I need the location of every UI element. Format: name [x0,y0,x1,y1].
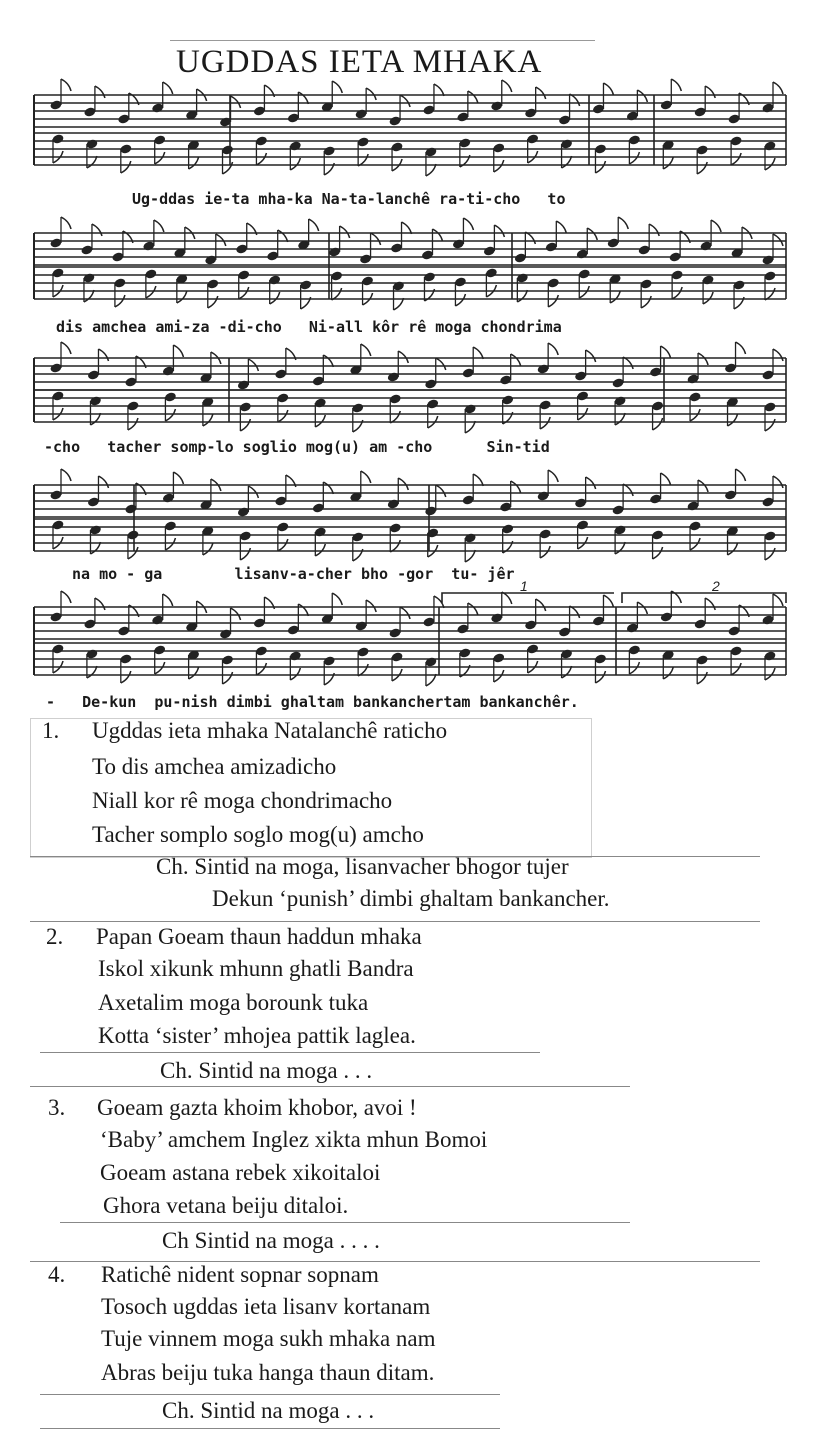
note-flag [623,357,633,369]
note-flag [436,358,446,370]
note-flag [562,666,572,678]
verse-line: Ratichê nident sopnar sopnam [101,1262,379,1287]
note-flag [595,671,605,683]
note-flag [637,90,647,102]
note-flag [570,94,580,106]
note-flag [208,296,218,308]
note-flag [615,413,625,425]
verse-line: Kotta ‘sister’ mhojea pattik laglea. [98,1023,416,1048]
lyric-line-1: Ug-ddas ie-ta mha-ka Na-ta-lanchê ra-ti-cho to [132,190,566,208]
note-flag [61,79,71,91]
note-flag [400,607,410,619]
verse-line: Iskol xikunk mhunn ghatli Bandra [98,956,414,981]
note-flag [163,82,173,94]
divider [60,1222,630,1223]
note-flag [773,234,783,246]
note-flag [358,664,368,676]
volta-bracket-1 [442,593,614,603]
note-flag [128,547,138,559]
note-flag [390,540,400,552]
lyric-line-5: - De-kun pu-nish dimbi ghaltam bankanchertam bankanchêr. [46,693,579,711]
song-title: UGDDAS IETA MHAKA [176,44,543,80]
verse-line: Abras beiju tuka hanga thaun ditam. [101,1360,435,1385]
note-flag [765,158,775,170]
note-flag [511,481,521,493]
note-flag [231,608,241,620]
note-flag [705,86,715,98]
note-flag [465,550,475,562]
note-flag [671,79,681,91]
note-flag [653,418,663,430]
note-flag [436,485,446,497]
note-flag [579,286,589,298]
note-flag [256,153,266,165]
note-flag [361,344,371,356]
volta-bracket-2 [622,593,786,603]
verse-line: Ghora vetana beiju ditaloi. [103,1193,349,1218]
note-flag [765,419,775,431]
note-flag [473,474,483,486]
note-flag [223,162,233,174]
note-flag [765,548,775,560]
note-flag [278,539,288,551]
note-flag [146,286,156,298]
note-flag [154,220,164,232]
verse-line: Ugddas ieta mhaka Natalanchê raticho [92,718,448,743]
note-flag [61,591,71,603]
note-flag [121,671,131,683]
note-flag [61,217,71,229]
note-flag [661,346,671,358]
note-flag [586,477,596,489]
verse-line: To dis amchea amizadicho [92,754,337,779]
score-system-1 [34,85,794,215]
staff-system-4 [34,475,794,570]
note-flag [511,354,521,366]
note-flag [270,292,280,304]
note-flag [468,603,478,615]
note-flag [663,157,673,169]
note-flag [90,413,100,425]
note-flag [494,225,504,237]
note-flag [548,295,558,307]
note-flag [434,84,444,96]
note-flag [773,476,783,488]
note-flag [398,478,408,490]
note-flag [298,92,308,104]
note-flag [189,667,199,679]
divider [40,1428,500,1429]
note-flag [340,226,350,238]
note-flag [332,288,342,300]
verse-line: Tacher somplo soglo mog(u) amcho [92,822,424,847]
note-flag [278,410,288,422]
note-flag [290,668,300,680]
title-rule [170,40,595,41]
note-flag [736,469,746,481]
note-flag [536,599,546,611]
note-flag [468,91,478,103]
note-flag [697,162,707,174]
divider [30,921,760,922]
note-flag [570,606,580,618]
note-flag [90,542,100,554]
note-flag [698,480,708,492]
score-system-2 [34,225,794,345]
note-flag [661,473,671,485]
note-flag [615,542,625,554]
verse-line: Goeam gazta khoim khobor, avoi ! [97,1095,417,1120]
note-flag [361,471,371,483]
note-flag [540,417,550,429]
note-flag [465,421,475,433]
note-flag [494,160,504,172]
staff-system-1 [34,85,794,195]
note-flag [649,224,659,236]
note-flag [603,83,613,95]
note-flag [309,219,319,231]
verse-line: Tosoch ugddas ieta lisanv kortanam [101,1294,431,1319]
note-flag [595,161,605,173]
note-flag [92,224,102,236]
note-flag [637,602,647,614]
note-flag [155,152,165,164]
note-flag [690,409,700,421]
verse-line: Papan Goeam thaun haddun mhaka [96,924,422,949]
note-flag [115,295,125,307]
note-flag [173,472,183,484]
staff-system-5 [34,578,794,690]
note-flag [587,228,597,240]
note-flag [165,538,175,550]
note-flag [332,81,342,93]
note-flag [121,161,131,173]
note-flag [502,80,512,92]
note-flag [256,663,266,675]
note-flag [562,156,572,168]
chorus-line: Ch. Sintid na moga . . . [162,1398,375,1423]
verse-line: ‘Baby’ amchem Inglez xikta mhun Bomoi [100,1127,488,1152]
note-flag [773,594,783,606]
note-flag [189,157,199,169]
note-flag [165,409,175,421]
note-flag [728,414,738,426]
note-flag [672,287,682,299]
verse-number: 3. [48,1095,66,1120]
note-flag [400,95,410,107]
note-flag [548,470,558,482]
note-flag [366,88,376,100]
verse-line: Goeam astana rebek xikoitaloi [100,1160,381,1185]
note-flag [231,96,241,108]
verse-number: 4. [48,1262,66,1287]
note-flag [703,292,713,304]
note-flag [623,484,633,496]
score-system-4 [34,475,794,590]
note-flag [426,674,436,686]
note-flag [586,350,596,362]
note-flag [323,482,333,494]
note-flag [95,86,105,98]
verse-number: 1. [42,718,60,743]
note-flag [240,419,250,431]
note-flag [95,598,105,610]
note-flag [629,662,639,674]
note-flag [98,476,108,488]
score-system-3 [34,350,794,470]
note-flag [610,291,620,303]
note-flag [84,290,94,302]
note-flag [216,234,226,246]
note-flag [290,158,300,170]
note-flag [173,345,183,357]
note-flag [128,418,138,430]
note-flag [298,604,308,616]
divider [40,1394,500,1395]
note-flag [711,220,721,232]
note-flag [629,152,639,164]
lyric-line-4: na mo - ga lisanv-a-cher bho -gor tu- jêr [72,565,515,583]
lyric-line-3: -cho tacher somp-lo soglio mog(u) am -cho Sin-tid [44,438,550,456]
divider [30,1086,630,1087]
note-flag [398,351,408,363]
note-flag [248,359,258,371]
note-flag [697,672,707,684]
note-flag [494,670,504,682]
volta-number-1: 1 [520,578,528,594]
note-flag [455,294,465,306]
staff-system-3 [34,350,794,450]
note-flag [663,667,673,679]
chorus-line: Ch. Sintid na moga, lisanvacher bhogor tujer [156,854,569,879]
note-flag [765,288,775,300]
note-flag [402,222,412,234]
chorus-line: Ch Sintid na moga . . . . [162,1228,380,1253]
note-flag [358,154,368,166]
chorus-line: Dekun ‘punish’ dimbi ghaltam bankancher. [212,886,610,911]
lyric-line-2: dis amchea ami-za -di-cho Ni-all kôr rê moga chondrima [56,318,562,336]
note-flag [536,87,546,99]
note-flag [394,298,404,310]
note-flag [618,217,628,229]
note-flag [603,595,613,607]
note-flag [463,218,473,230]
note-flag [731,663,741,675]
note-flag [366,600,376,612]
note-flag [323,355,333,367]
note-flag [155,662,165,674]
note-flag [248,486,258,498]
verse-line: Niall kor rê moga chondrimacho [92,788,393,813]
note-flag [698,353,708,365]
note-flag [87,666,97,678]
note-flag [163,594,173,606]
verse-number: 2. [46,924,64,949]
note-flag [203,543,213,555]
score-system-5 [34,578,794,715]
note-flag [773,349,783,361]
note-flag [203,414,213,426]
volta-number-2: 2 [712,578,720,594]
note-flag [223,672,233,684]
note-flag [432,229,442,241]
note-flag [61,469,71,481]
note-flag [239,287,249,299]
note-flag [731,153,741,165]
note-flag [390,411,400,423]
note-flag [728,543,738,555]
chorus-line: Ch. Sintid na moga . . . [160,1058,373,1083]
note-flag [525,232,535,244]
note-flag [315,415,325,427]
note-flag [773,82,783,94]
note-flag [240,548,250,560]
note-flag [653,547,663,559]
staff-system-2 [34,225,794,325]
note-flag [641,296,651,308]
note-flag [278,230,288,242]
note-flag [517,290,527,302]
note-flag [690,538,700,550]
note-flag [765,668,775,680]
divider [40,1052,540,1053]
verse-line: Axetalim moga borounk tuka [98,990,369,1015]
note-flag [371,233,381,245]
note-flag [426,164,436,176]
verse-line: Tuje vinnem moga sukh mhaka nam [101,1326,436,1351]
note-flag [87,156,97,168]
note-flag [177,291,187,303]
note-flag [556,221,566,233]
note-flag [540,546,550,558]
note-flag [473,347,483,359]
note-flag [705,598,715,610]
note-flag [332,593,342,605]
note-flag [315,544,325,556]
note-flag [98,349,108,361]
